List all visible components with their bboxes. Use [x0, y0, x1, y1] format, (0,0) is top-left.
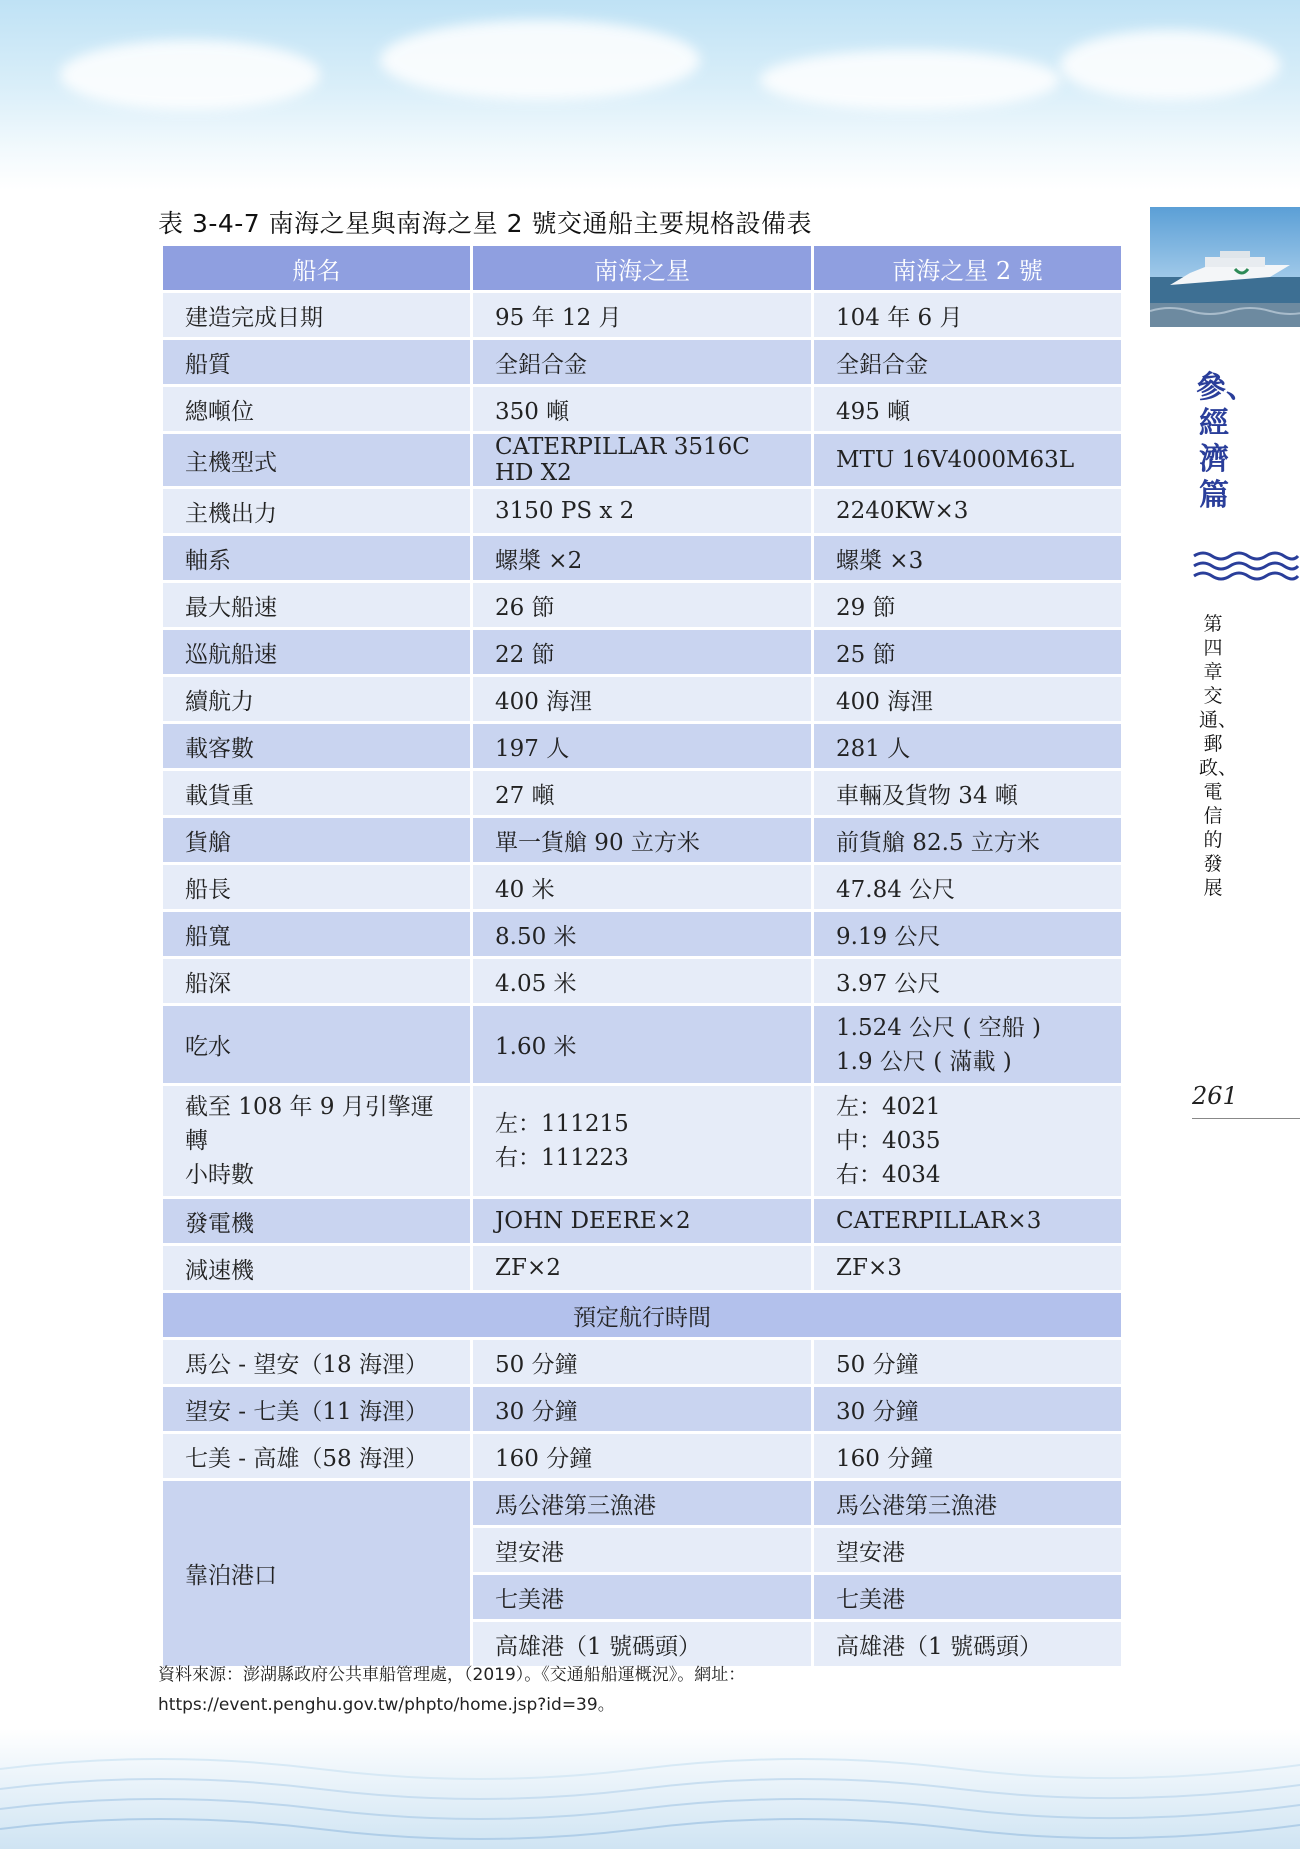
- row-value: MTU 16V4000M63L: [814, 434, 1121, 486]
- row-value: 2240KW×3: [814, 489, 1121, 533]
- route-label: 馬公 - 望安（18 海浬）: [163, 1340, 470, 1384]
- row-value: 七美港: [814, 1575, 1121, 1619]
- table-row: [163, 387, 1121, 431]
- row-label: 截至 108 年 9 月引擎運轉 小時數: [163, 1086, 470, 1196]
- row-value: 1.60 米: [473, 1006, 811, 1083]
- row-value: 30 分鐘: [473, 1387, 811, 1431]
- row-value: 281 人: [814, 724, 1121, 768]
- table-row-engine-hours: [163, 1086, 1121, 1196]
- row-value: 495 噸: [814, 387, 1121, 431]
- row-label: 最大船速: [163, 583, 470, 627]
- row-value: 螺槳 ×3: [814, 536, 1121, 580]
- row-value: 400 海浬: [814, 677, 1121, 721]
- table-row: [163, 865, 1121, 909]
- row-value: 350 噸: [473, 387, 811, 431]
- row-value: 前貨艙 82.5 立方米: [814, 818, 1121, 862]
- source-note: 資料來源：澎湖縣政府公共車船管理處，（2019）。《交通船船運概況》。網址：https://event.penghu.gov.tw/phpto/home.jsp?id=39。: [158, 1665, 746, 1715]
- table-row: [163, 818, 1121, 862]
- row-value: 95 年 12 月: [473, 293, 811, 337]
- header-ship-name: 船名: [163, 246, 470, 290]
- row-value: 47.84 公尺: [814, 865, 1121, 909]
- row-value: 全鋁合金: [814, 340, 1121, 384]
- row-value: CATERPILLAR 3516C HD X2: [473, 434, 811, 486]
- chapter-subtitle: 第四章交通、郵政、電信的發展: [1199, 613, 1238, 899]
- row-value: 50 分鐘: [473, 1340, 811, 1384]
- row-value: JOHN DEERE×2: [473, 1199, 811, 1243]
- row-value: CATERPILLAR×3: [814, 1199, 1121, 1243]
- table-row-draft: [163, 1006, 1121, 1083]
- table-row: [163, 959, 1121, 1003]
- row-label: 主機出力: [163, 489, 470, 533]
- table-row: [163, 1246, 1121, 1290]
- row-value: 高雄港（1 號碼頭）: [814, 1622, 1121, 1666]
- row-label: 吃水: [163, 1006, 470, 1083]
- table-row: [163, 1481, 1121, 1525]
- table-row: [163, 724, 1121, 768]
- row-value: 車輛及貨物 34 噸: [814, 771, 1121, 815]
- row-label: 巡航船速: [163, 630, 470, 674]
- row-label: 船長: [163, 865, 470, 909]
- row-value: 9.19 公尺: [814, 912, 1121, 956]
- cloud-decoration: [380, 20, 700, 100]
- berth-label: 靠泊港口: [163, 1481, 470, 1666]
- row-value: 3.97 公尺: [814, 959, 1121, 1003]
- row-value: 4.05 米: [473, 959, 811, 1003]
- table-row: [163, 1434, 1121, 1478]
- wave-icon: [1192, 548, 1300, 588]
- ferry-photo-thumbnail: [1150, 207, 1300, 327]
- table-row: [163, 583, 1121, 627]
- page-number-rule: [1192, 1118, 1300, 1119]
- row-value: 22 節: [473, 630, 811, 674]
- row-value: 七美港: [473, 1575, 811, 1619]
- row-value: 27 噸: [473, 771, 811, 815]
- row-label: 續航力: [163, 677, 470, 721]
- table-row: [163, 677, 1121, 721]
- row-label: 載客數: [163, 724, 470, 768]
- row-value: 1.524 公尺 ( 空船 ) 1.9 公尺 ( 滿載 ): [814, 1006, 1121, 1083]
- row-value: 單一貨艙 90 立方米: [473, 818, 811, 862]
- table-row: [163, 340, 1121, 384]
- cloud-decoration: [760, 50, 1060, 110]
- row-value: 8.50 米: [473, 912, 811, 956]
- row-value: 全鋁合金: [473, 340, 811, 384]
- route-label: 七美 - 高雄（58 海浬）: [163, 1434, 470, 1478]
- wave-decoration: [0, 1729, 1300, 1849]
- row-value: 160 分鐘: [814, 1434, 1121, 1478]
- row-label: 載貨重: [163, 771, 470, 815]
- table-row: [163, 1387, 1121, 1431]
- table-row: [163, 489, 1121, 533]
- row-value: 高雄港（1 號碼頭）: [473, 1622, 811, 1666]
- schedule-header-label: 預定航行時間: [163, 1293, 1121, 1337]
- route-label: 望安 - 七美（11 海浬）: [163, 1387, 470, 1431]
- row-value: 3150 PS x 2: [473, 489, 811, 533]
- row-label: 發電機: [163, 1199, 470, 1243]
- row-value: 望安港: [814, 1528, 1121, 1572]
- table-row: [163, 1199, 1121, 1243]
- cloud-decoration: [1060, 30, 1280, 100]
- spec-table: [160, 243, 1124, 1669]
- row-value: 25 節: [814, 630, 1121, 674]
- row-value: 望安港: [473, 1528, 811, 1572]
- row-value: 左：111215 右：111223: [473, 1086, 811, 1196]
- table-row: [163, 434, 1121, 486]
- row-value: 馬公港第三漁港: [814, 1481, 1121, 1525]
- table-row: [163, 1340, 1121, 1384]
- row-label: 貨艙: [163, 818, 470, 862]
- row-value: 40 米: [473, 865, 811, 909]
- row-label: 主機型式: [163, 434, 470, 486]
- row-value: 50 分鐘: [814, 1340, 1121, 1384]
- table-row: [163, 536, 1121, 580]
- page-number: 261: [1192, 1082, 1238, 1110]
- row-label: 船深: [163, 959, 470, 1003]
- row-value: 197 人: [473, 724, 811, 768]
- row-value: 400 海浬: [473, 677, 811, 721]
- cloud-decoration: [60, 40, 320, 110]
- row-value: 左：4021 中：4035 右：4034: [814, 1086, 1121, 1196]
- schedule-section-header: [163, 1293, 1121, 1337]
- row-label: 船質: [163, 340, 470, 384]
- table-row: [163, 630, 1121, 674]
- row-label: 船寬: [163, 912, 470, 956]
- row-value: 26 節: [473, 583, 811, 627]
- row-label: 總噸位: [163, 387, 470, 431]
- header-nanhai-star: 南海之星: [473, 246, 811, 290]
- row-label: 減速機: [163, 1246, 470, 1290]
- chapter-section-title: 參、經濟篇: [1196, 370, 1256, 513]
- table-title: 表 3-4-7 南海之星與南海之星 2 號交通船主要規格設備表: [158, 209, 812, 238]
- row-label: 軸系: [163, 536, 470, 580]
- row-value: 104 年 6 月: [814, 293, 1121, 337]
- row-value: 160 分鐘: [473, 1434, 811, 1478]
- row-value: 螺槳 ×2: [473, 536, 811, 580]
- row-value: 29 節: [814, 583, 1121, 627]
- table-row: [163, 293, 1121, 337]
- table-row: [163, 912, 1121, 956]
- row-label: 建造完成日期: [163, 293, 470, 337]
- row-value: 馬公港第三漁港: [473, 1481, 811, 1525]
- row-value: ZF×3: [814, 1246, 1121, 1290]
- row-value: ZF×2: [473, 1246, 811, 1290]
- table-header-row: [163, 246, 1121, 290]
- table-row: [163, 771, 1121, 815]
- row-value: 30 分鐘: [814, 1387, 1121, 1431]
- header-nanhai-star-2: 南海之星 2 號: [814, 246, 1121, 290]
